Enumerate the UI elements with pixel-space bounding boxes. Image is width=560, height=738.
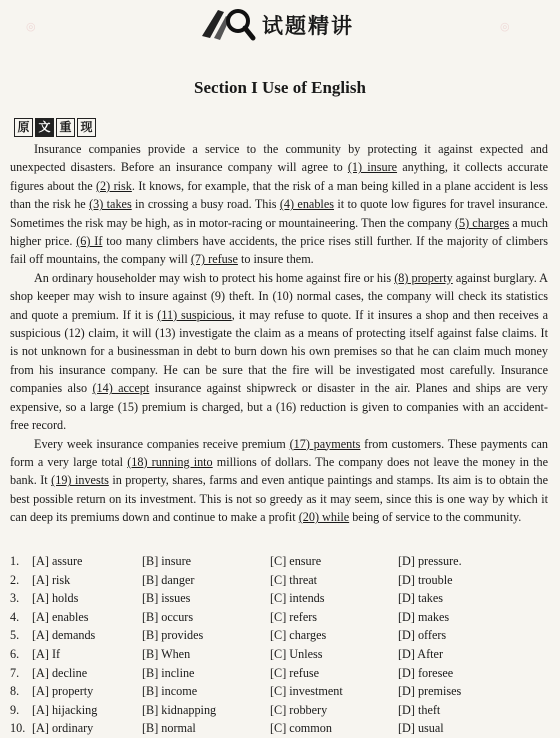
option-b: [B] danger <box>142 572 195 587</box>
question-row <box>10 645 550 664</box>
option-a: [A] holds <box>32 591 79 606</box>
option-b: [B] issues <box>142 591 191 606</box>
passage-paragraph <box>10 435 548 527</box>
passage-segment: to insure them. <box>237 252 314 267</box>
option-c: [C] threat <box>270 572 318 587</box>
answer-blank: (6) If <box>76 234 103 249</box>
passage-segment: being of service to the community. <box>349 510 522 525</box>
answer-blank: (1) insure <box>347 160 398 175</box>
header-title: 试题精讲 <box>262 14 354 38</box>
answer-blank: (5) charges <box>454 215 510 230</box>
tag-char: 现 <box>77 118 96 137</box>
answer-blank: (17) payments <box>289 436 361 451</box>
passage-segment: it to quote low figures for travel insurance. Sometimes the risk may be high, as in motor-racing or mountaineering. Then the company <box>10 197 548 230</box>
answer-blank: (4) enables <box>279 197 334 212</box>
option-d: [D] After <box>398 646 444 661</box>
option-b: [B] normal <box>142 721 196 736</box>
option-b: [B] provides <box>142 628 204 643</box>
question-number: 7. <box>10 665 20 680</box>
section-title: Section I Use of English <box>194 78 366 97</box>
passage-segment: An ordinary householder may wish to protect his home against fire or his <box>34 270 395 285</box>
question-row <box>10 571 550 590</box>
option-c: [C] investment <box>270 684 343 699</box>
question-number: 10. <box>10 721 26 736</box>
option-a: [A] decline <box>32 665 88 680</box>
option-c: [C] refers <box>270 609 318 624</box>
answer-blank: (3) takes <box>89 197 132 212</box>
option-a: [A] If <box>32 646 61 661</box>
option-d: [D] takes <box>398 591 444 606</box>
option-b: [B] occurs <box>142 609 194 624</box>
page-header <box>0 0 560 48</box>
tag-char: 重 <box>56 118 75 137</box>
passage-segment: Every week insurance companies receive premium <box>34 436 290 451</box>
question-row <box>10 589 550 608</box>
question-number: 4. <box>10 609 20 624</box>
passage-segment: a much higher price. <box>10 215 548 249</box>
option-d: [D] premises <box>398 684 462 699</box>
option-d: [D] usual <box>398 721 444 736</box>
question-number: 9. <box>10 702 20 717</box>
question-number: 8. <box>10 684 20 699</box>
option-a: [A] ordinary <box>32 721 94 736</box>
question-row <box>10 608 550 627</box>
option-c: [C] ensure <box>270 554 322 568</box>
option-c: [C] common <box>270 721 332 736</box>
answer-blank: (11) suspicious <box>157 307 232 322</box>
passage-segment: Insurance companies provide a service to the community by protecting it against expected and unexpected disasters. Before an insurance company will agree to <box>10 142 548 175</box>
option-d: [D] offers <box>398 628 447 643</box>
tag-char: 原 <box>14 118 33 137</box>
option-d: [D] pressure. <box>398 554 462 568</box>
passage-segment: in crossing a busy road. This <box>131 197 280 212</box>
passage-segment: anything, it collects accurate figures about the <box>10 160 548 193</box>
answer-blank: (14) accept <box>92 381 150 396</box>
answer-blank: (8) property <box>394 270 453 285</box>
question-row <box>10 701 550 720</box>
answer-blank: (20) while <box>298 510 350 525</box>
passage-segment: insurance against shipwreck or disaster in the air. Planes and ships are very expensive, so a large (15) premium is charged, but a (16) reduction is given to companies with an accident-free record. <box>10 381 548 433</box>
answer-blank: (7) refuse <box>190 252 238 267</box>
option-a: [A] enables <box>32 609 89 624</box>
answer-blank: (2) risk <box>96 178 132 193</box>
option-b: [B] When <box>142 646 191 661</box>
section-tag <box>14 118 96 137</box>
passage-segment: from customers. These payments can form a very large total <box>10 436 549 469</box>
passage-segment: too many climbers have accidents, the price rises still further. If the majority of climbers fail off mountains, the company will <box>10 234 549 267</box>
option-a: [A] risk <box>32 572 71 587</box>
passage-text <box>10 140 548 527</box>
question-number: 3. <box>10 591 20 606</box>
question-number: 2. <box>10 572 20 587</box>
passage-segment: , it may refuse to quote. If it insures a shop and then receives a suspicious (12) claim, it will (13) investigate the claim as a means of protecting itself against false claims. It is not unknown for a businessman in debt to burn down his own premises so that he can claim much money from his insurance company. He can be sure that the fire will be investigated most carefully. Insurance companies also <box>10 307 548 396</box>
option-b: [B] insure <box>142 554 192 568</box>
option-a: [A] hijacking <box>32 702 98 717</box>
passage-segment: in property, shares, farms and even antique paintings and stamps. Its aim is to obtain the best possible return on its investment. This is not so greedy as it may seem, since this is one way by which it can deep its premiums down and continue to make a profit <box>10 473 549 525</box>
question-row <box>10 682 550 701</box>
option-d: [D] makes <box>398 609 450 624</box>
passage-segment: . It knows, for example, that the risk of a man being killed in a plane accident is less than the risk he <box>10 178 549 212</box>
option-b: [B] income <box>142 684 198 699</box>
watermark-logo: ◎ <box>26 20 36 33</box>
option-d: [D] trouble <box>398 572 453 587</box>
watermark-logo: ◎ <box>500 20 510 33</box>
option-c: [C] Unless <box>270 646 323 661</box>
question-number: 5. <box>10 628 20 643</box>
option-c: [C] charges <box>270 628 327 643</box>
option-c: [C] intends <box>270 591 325 606</box>
passage-paragraph <box>10 269 548 435</box>
question-list <box>10 552 550 738</box>
question-row <box>10 626 550 645</box>
option-d: [D] theft <box>398 702 441 717</box>
option-a: [A] property <box>32 684 94 699</box>
option-b: [B] incline <box>142 665 195 680</box>
option-c: [C] refuse <box>270 665 320 680</box>
magnifier-icon <box>200 6 256 42</box>
option-a: [A] demands <box>32 628 96 643</box>
passage-paragraph <box>10 140 548 269</box>
question-row <box>10 552 550 571</box>
question-row <box>10 719 550 738</box>
question-row <box>10 664 550 683</box>
option-a: [A] assure <box>32 554 83 568</box>
option-b: [B] kidnapping <box>142 702 217 717</box>
tag-char: 文 <box>35 118 54 137</box>
answer-blank: (19) invests <box>51 473 109 488</box>
question-number: 1. <box>10 554 20 568</box>
option-d: [D] foresee <box>398 665 454 680</box>
passage-segment: millions of dollars. The company does not leave the money in the bank. It <box>10 454 548 488</box>
question-number: 6. <box>10 646 20 661</box>
answer-blank: (18) running into <box>127 454 213 469</box>
option-c: [C] robbery <box>270 702 328 717</box>
passage-segment: against burglary. A shop keeper may wish to insure against (9) theft. In (10) normal cases, the company will check its statistics and quote a premium. If it is <box>10 270 548 322</box>
